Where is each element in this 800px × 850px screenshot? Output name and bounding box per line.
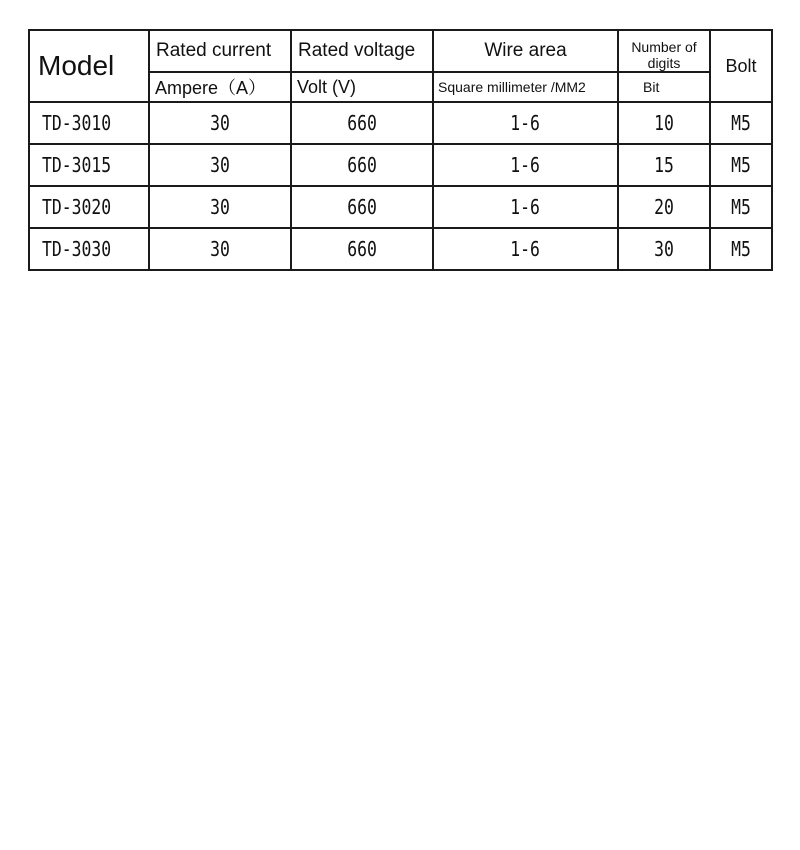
cell-voltage-text: 660: [347, 153, 377, 177]
spec-table: [28, 29, 773, 271]
header-bolt: Bolt: [710, 30, 772, 102]
cell-area: [433, 228, 618, 270]
cell-current-text: 30: [210, 237, 230, 261]
cell-area: [433, 102, 618, 144]
cell-current-text: 30: [210, 111, 230, 135]
header-model: Model: [29, 30, 149, 102]
cell-current: [149, 186, 291, 228]
cell-model: [29, 102, 149, 144]
cell-bolt-text: M5: [731, 153, 751, 177]
cell-model-text: TD-3015: [42, 153, 112, 177]
cell-bolt: [710, 186, 772, 228]
header-wire-area: Wire area: [433, 30, 618, 72]
unit-digits: Bit: [618, 72, 710, 102]
unit-voltage: Volt (V): [291, 72, 433, 102]
cell-voltage: [291, 186, 433, 228]
cell-bolt-text: M5: [731, 237, 751, 261]
cell-current: [149, 144, 291, 186]
cell-digits-text: 10: [654, 111, 674, 135]
cell-bolt: [710, 102, 772, 144]
cell-digits-text: 30: [654, 237, 674, 261]
cell-digits-text: 20: [654, 195, 674, 219]
cell-digits-text: 15: [654, 153, 674, 177]
cell-area-text: 1-6: [510, 195, 541, 219]
cell-bolt: [710, 144, 772, 186]
cell-model: [29, 144, 149, 186]
table-row: [29, 144, 772, 186]
cell-bolt-text: M5: [731, 195, 751, 219]
cell-model: [29, 186, 149, 228]
cell-voltage: [291, 228, 433, 270]
cell-digits: [618, 186, 710, 228]
cell-voltage-text: 660: [347, 237, 377, 261]
cell-bolt-text: M5: [731, 111, 751, 135]
cell-current-text: 30: [210, 195, 230, 219]
cell-model: [29, 228, 149, 270]
unit-area: Square millimeter /MM2: [433, 72, 618, 102]
unit-current: Ampere（A）: [149, 72, 291, 102]
cell-current-text: 30: [210, 153, 230, 177]
table-row: [29, 228, 772, 270]
table-row: [29, 102, 772, 144]
cell-area: [433, 144, 618, 186]
cell-area-text: 1-6: [510, 237, 541, 261]
cell-area-text: 1-6: [510, 111, 541, 135]
cell-digits: [618, 228, 710, 270]
cell-model-text: TD-3030: [42, 237, 112, 261]
cell-voltage: [291, 102, 433, 144]
header-number-of-digits: Number of digits: [618, 30, 710, 72]
cell-area: [433, 186, 618, 228]
header-rated-current: Rated current: [149, 30, 291, 72]
table-row: [29, 186, 772, 228]
header-row: [29, 30, 772, 72]
cell-voltage: [291, 144, 433, 186]
cell-voltage-text: 660: [347, 195, 377, 219]
cell-bolt: [710, 228, 772, 270]
cell-current: [149, 228, 291, 270]
cell-model-text: TD-3010: [42, 111, 112, 135]
cell-digits: [618, 144, 710, 186]
cell-digits: [618, 102, 710, 144]
cell-current: [149, 102, 291, 144]
cell-voltage-text: 660: [347, 111, 377, 135]
header-rated-voltage: Rated voltage: [291, 30, 433, 72]
cell-area-text: 1-6: [510, 153, 541, 177]
cell-model-text: TD-3020: [42, 195, 112, 219]
